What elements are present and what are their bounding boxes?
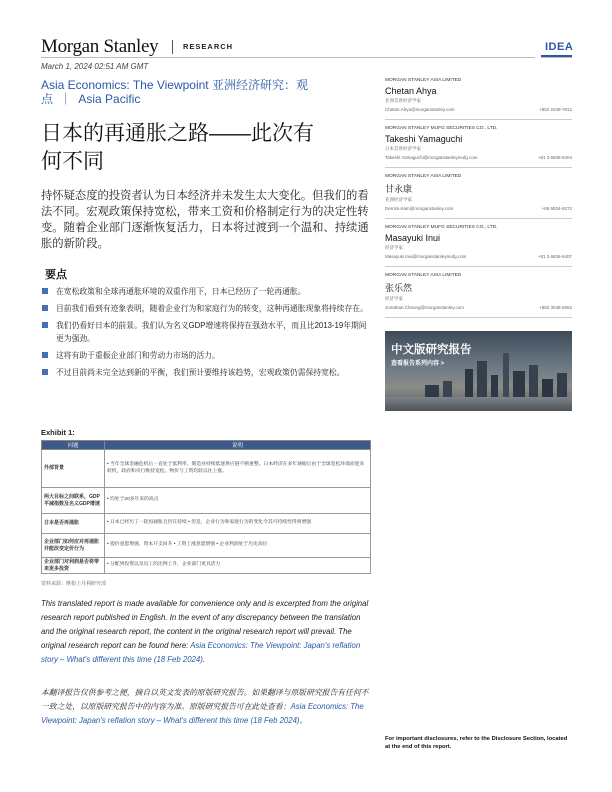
table-header-cell: 问题 — [42, 441, 105, 450]
exhibit-source: 资料来源：摩根士丹利研究部 — [41, 581, 107, 587]
idea-tag: IDEA — [545, 41, 574, 53]
author-role: 亚洲经济学家 — [385, 197, 412, 202]
bullet-square-icon — [42, 352, 48, 358]
key-point-text: 这将有助于重振企业部门和劳动力市场的活力。 — [56, 351, 220, 360]
author-contact — [385, 206, 572, 212]
publish-date: March 1, 2024 02:51 AM GMT — [41, 62, 149, 71]
author-name: 甘永康 — [385, 184, 413, 194]
author-contact — [385, 254, 572, 260]
author-divider — [385, 167, 572, 168]
table-row-label: 两大目标之间联系，GDP平减指数及名义GDP增速 — [42, 488, 105, 514]
morgan-stanley-logo: Morgan Stanley — [41, 36, 159, 57]
key-points-list — [41, 285, 371, 383]
key-point-text: 目前我们看到有迹象表明，随着企业行为和家庭行为的转变，这种再通胀现象将持续存在。 — [56, 304, 368, 313]
key-point-text: 在宽松政策和全球再通胀环境的双重作用下，日本已经历了一轮再通胀。 — [56, 287, 306, 296]
author-phone: +81 3 6836-5404 — [537, 155, 572, 160]
disclaimer-english-text: This translated report is made available for convenience only and is excerpted from the original research report published in English. In the event of any discrepancy between the translation and the original research report, the content in the original research report will prevail. The original research report can be found here: — [41, 599, 369, 650]
report-series-line-1: Asia Economics: The Viewpoint 亚洲经济研究：观 — [41, 78, 308, 92]
table-cell: • 均处于20多年来的高点 — [105, 488, 371, 514]
table-row — [42, 488, 371, 514]
author-email[interactable]: Chetan.Ahya@morganstanley.com — [385, 107, 455, 112]
banner-title: 中文版研究报告 — [391, 344, 472, 356]
table-row-label: 企业部门对利润是否将带来更多投资 — [42, 558, 105, 574]
table-cell: • 当年全球金融危机后一直处于低利率，制造业持续低迷供应链不断重整。日本经济在多年通缩后由于全球宽松环境而迎来转机，政府和央行维持宽松。物价与工资均较以往上涨。 — [105, 450, 371, 488]
exhibit-label: Exhibit 1: — [41, 428, 75, 437]
author-card — [385, 225, 572, 267]
harbor-water — [385, 397, 572, 411]
key-point-text: 我们仍看好日本的前景。我们认为名义GDP增速将保持在强劲水平，而且比2013-19年期间更为强劲。 — [56, 321, 367, 343]
bullet-square-icon — [42, 369, 48, 375]
table-cell: • 提价意愿增强，资本开支回升 • 工资上涨意愿增强 • 企业利润处于历史高位 — [105, 534, 371, 558]
key-points-heading: 要点 — [45, 269, 67, 281]
author-card — [385, 78, 572, 120]
author-role: 日本首席经济学家 — [385, 146, 421, 151]
bullet-square-icon — [42, 288, 48, 294]
table-row — [42, 450, 371, 488]
author-firm: MORGAN STANLEY ASIA LIMITED — [385, 78, 462, 83]
key-point — [41, 319, 371, 345]
author-firm: MORGAN STANLEY ASIA LIMITED — [385, 174, 462, 179]
table-row — [42, 534, 371, 558]
key-point-text: 不过目前尚未完全达到新的平衡，我们预计要维持该趋势，宏观政策仍需保持宽松。 — [56, 368, 345, 377]
bullet-square-icon — [42, 305, 48, 311]
disclaimer-chinese — [41, 686, 371, 728]
key-point — [41, 349, 371, 362]
author-role: 经济学家 — [385, 296, 403, 301]
original-report-link-zh[interactable]: Asia Economics: The Viewpoint: Japan's reflation story – What's different this time (18 Feb 2024) — [41, 702, 364, 725]
author-name: Takeshi Yamaguchi — [385, 134, 463, 144]
author-firm: MORGAN STANLEY ASIA LIMITED — [385, 273, 462, 278]
author-name: Chetan Ahya — [385, 86, 437, 96]
report-series — [41, 78, 371, 106]
author-name: 张乐然 — [385, 283, 413, 293]
table-header-row — [42, 441, 371, 450]
key-point — [41, 366, 371, 379]
table-row-label: 外部背景 — [42, 450, 105, 488]
author-phone: +81 3 6836-5407 — [537, 254, 572, 259]
key-point — [41, 285, 371, 298]
disclaimer-chinese-text: 本翻译报告仅供参考之便，摘自以英文发表的原版研究报告。如果翻译与原版研究报告有任何不一致之处，以原版研究报告中的内容为准。原版研究报告可在此处查看： — [41, 688, 369, 711]
author-contact — [385, 107, 572, 113]
author-firm: MORGAN STANLEY MUFG SECURITIES CO., LTD. — [385, 126, 498, 131]
table-row-label: 企业部门如何应对再通胀并能改变定价行为 — [42, 534, 105, 558]
table-row — [42, 558, 371, 574]
banner-link[interactable]: 查看报告系列内容 > — [391, 361, 445, 367]
author-phone: +65 6834-8272 — [541, 206, 572, 211]
disclosure-note: For important disclosures, refer to the Disclosure Section, located at the end of this report. — [385, 736, 568, 750]
table-cell: • 日本已经历了一轮再通胀且仍在持续 • 但是，企业行为和家庭行为的变化令其可持续性得到增强 — [105, 514, 371, 534]
author-email[interactable]: Jonathan.Cheung@morganstanley.com — [385, 305, 465, 310]
page-title — [41, 120, 371, 176]
author-contact — [385, 305, 572, 311]
author-role: 亚洲首席经济学家 — [385, 98, 421, 103]
author-divider — [385, 266, 572, 267]
author-list — [385, 78, 572, 318]
disclaimer-english-end: . — [202, 655, 205, 664]
author-email[interactable]: Masayuki.Inui@morganstanleymufg.com — [385, 254, 467, 259]
author-card — [385, 174, 572, 219]
author-email[interactable]: Derrick.Kam@morganstanley.com — [385, 206, 454, 211]
table-header-cell: 说明 — [105, 441, 371, 450]
table-row-label: 日本是否再通胀 — [42, 514, 105, 534]
research-label: RESEARCH — [183, 42, 234, 51]
author-card — [385, 126, 572, 168]
logo-divider — [172, 40, 173, 54]
header-rule-right — [541, 57, 572, 58]
author-role: 经济学家 — [385, 245, 403, 250]
author-name: Masayuki Inui — [385, 233, 441, 243]
author-firm: MORGAN STANLEY MUFG SECURITIES CO., LTD. — [385, 225, 498, 230]
table-row — [42, 514, 371, 534]
author-divider — [385, 119, 572, 120]
author-email[interactable]: Takeshi.Yamaguchi@morganstanleymufg.com — [385, 155, 478, 160]
author-card — [385, 273, 572, 318]
author-phone: +852 2239-7812 — [539, 107, 572, 112]
page-title-line-1: 日本的再通胀之路——此次有 — [41, 122, 314, 145]
original-report-link[interactable]: Asia Economics: The Viewpoint: Japan's reflation story – What's different this time (18 Feb 2024) — [41, 641, 361, 664]
table-cell: • 分配到投资以及员工的比例上升，企业部门更具活力 — [105, 558, 371, 574]
exhibit-table — [41, 440, 371, 574]
disclaimer-chinese-end: 。 — [299, 716, 308, 725]
bullet-square-icon — [42, 322, 48, 328]
author-contact — [385, 155, 572, 161]
author-divider — [385, 218, 572, 219]
author-phone: +852 3048-5652 — [539, 305, 572, 310]
disclaimer-english — [41, 597, 371, 667]
header-rule — [41, 57, 535, 58]
report-series-line-2: 点 ｜ Asia Pacific — [41, 92, 141, 106]
page-title-line-2: 何不同 — [41, 150, 104, 173]
author-divider — [385, 317, 572, 318]
lead-paragraph: 持怀疑态度的投资者认为日本经济并未发生太大变化。但我们的看法不同。宏观政策保持宽松，带来工资和价格制定行为的决定性转变。随着企业部门逐渐恢复活力，日本将过渡到一个温和、持续通胀的新阶段。 — [41, 190, 369, 250]
key-point — [41, 302, 371, 315]
chinese-research-banner[interactable] — [385, 331, 572, 411]
